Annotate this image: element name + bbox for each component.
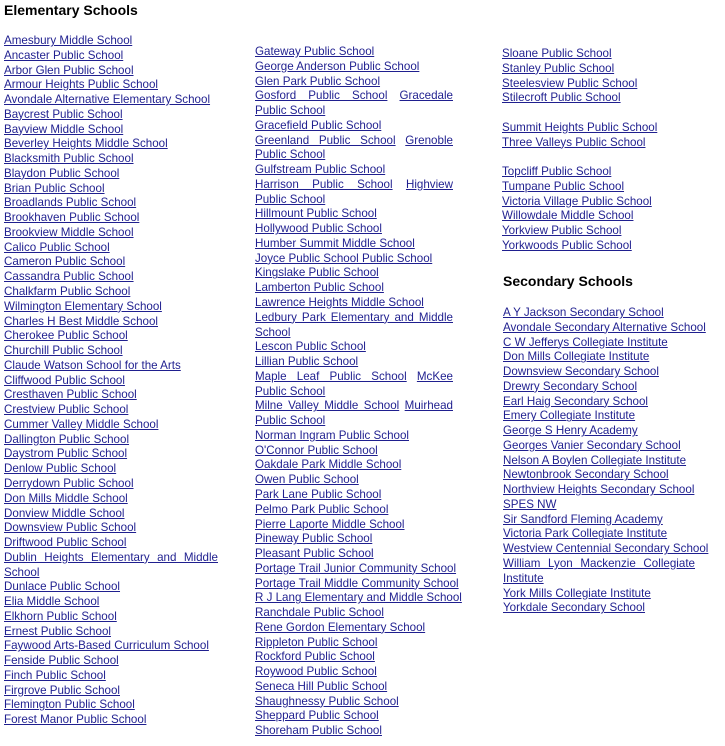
- school-link[interactable]: Donview Middle School: [4, 506, 125, 520]
- list-item: [255, 473, 453, 488]
- list-item: [4, 418, 218, 433]
- school-link[interactable]: Yorkview Public School: [502, 224, 622, 238]
- school-link[interactable]: Glen Park Public School: [255, 74, 381, 88]
- list-item: [255, 45, 453, 60]
- school-link[interactable]: Kingslake Public School: [255, 266, 379, 280]
- school-link[interactable]: Grenoble Public School: [255, 133, 453, 162]
- list-item: [502, 91, 702, 106]
- group-spacer: [502, 106, 702, 121]
- school-link[interactable]: Elkhorn Public School: [4, 609, 117, 623]
- school-link[interactable]: Elia Middle School: [4, 595, 100, 609]
- school-link[interactable]: Drewry Secondary School: [503, 379, 638, 393]
- elementary-column-2: [255, 45, 462, 739]
- list-item: [255, 591, 462, 606]
- list-item: [255, 252, 453, 267]
- school-link[interactable]: Blaydon Public School: [4, 166, 120, 180]
- school-link[interactable]: George Anderson Public School: [255, 59, 420, 73]
- list-item: [255, 444, 453, 459]
- list-item: [255, 281, 453, 296]
- school-link[interactable]: Flemington Public School: [4, 698, 135, 712]
- school-link[interactable]: Cassandra Public School: [4, 270, 134, 284]
- school-link[interactable]: Dublin Heights Elementary and Middle School: [4, 550, 218, 579]
- school-link[interactable]: Cliffwood Public School: [4, 373, 125, 387]
- school-link[interactable]: McKee Public School: [255, 369, 453, 398]
- list-item: [255, 518, 453, 533]
- list-item: [502, 121, 702, 136]
- school-link[interactable]: Yorkdale Secondary School: [503, 601, 646, 615]
- school-link[interactable]: Milne Valley Middle School: [255, 399, 400, 413]
- school-link[interactable]: Avondale Alternative Elementary School: [4, 93, 211, 107]
- list-item: [4, 713, 218, 728]
- school-link[interactable]: Claude Watson School for the Arts: [4, 358, 181, 372]
- school-link[interactable]: Topcliff Public School: [502, 165, 612, 179]
- school-link[interactable]: Arbor Glen Public School: [4, 63, 134, 77]
- school-link[interactable]: Steelesview Public School: [502, 76, 638, 90]
- school-link[interactable]: Lescon Public School: [255, 340, 366, 354]
- secondary-schools-list: [503, 306, 723, 616]
- list-item: [255, 636, 453, 651]
- school-link[interactable]: Pineway Public School: [255, 532, 373, 546]
- list-item: [502, 195, 702, 210]
- list-item: [4, 610, 218, 625]
- list-item: [255, 680, 453, 695]
- list-item: [4, 315, 218, 330]
- list-item: [255, 178, 453, 208]
- school-link[interactable]: Sloane Public School: [502, 47, 612, 60]
- school-link[interactable]: Cameron Public School: [4, 255, 126, 269]
- list-item: [503, 439, 723, 454]
- school-link[interactable]: Seneca Hill Public School: [255, 679, 388, 693]
- list-item: [502, 209, 702, 224]
- list-item: [502, 77, 702, 92]
- list-item: [4, 447, 218, 462]
- school-link[interactable]: Driftwood Public School: [4, 536, 127, 550]
- school-link[interactable]: Greenland Public School: [255, 133, 396, 147]
- list-item: [255, 429, 453, 444]
- list-item: [4, 344, 218, 359]
- school-link[interactable]: Denlow Public School: [4, 462, 117, 476]
- school-link[interactable]: Oakdale Park Middle School: [255, 458, 402, 472]
- school-link[interactable]: Brookview Middle School: [4, 225, 134, 239]
- school-link[interactable]: Downsview Secondary School: [503, 365, 659, 379]
- school-link[interactable]: Northview Heights Secondary School: [503, 483, 695, 497]
- school-link[interactable]: York Mills Collegiate Institute: [503, 586, 651, 600]
- list-item: [255, 695, 453, 710]
- list-item: [255, 561, 457, 577]
- list-item: [255, 207, 453, 222]
- school-link[interactable]: SPES NW: [503, 497, 557, 511]
- list-item: [255, 296, 453, 311]
- list-item: [4, 595, 218, 610]
- school-link[interactable]: Highview Public School: [255, 177, 453, 206]
- list-item: [503, 601, 723, 616]
- list-item: [4, 108, 218, 123]
- list-item: [255, 724, 453, 739]
- list-item: [4, 625, 218, 640]
- school-link[interactable]: Tumpane Public School: [502, 179, 625, 193]
- list-item: [4, 270, 218, 285]
- list-item: [4, 492, 218, 507]
- school-link[interactable]: Stilecroft Public School: [502, 91, 621, 105]
- school-link[interactable]: Ledbury Park Elementary and Middle School: [255, 310, 453, 339]
- list-item: [503, 365, 723, 380]
- list-item: [502, 136, 702, 151]
- secondary-schools-heading: Secondary Schools: [503, 273, 633, 289]
- school-link[interactable]: Rippleton Public School: [255, 635, 378, 649]
- school-link[interactable]: Rockford Public School: [255, 650, 375, 664]
- list-item: [503, 454, 723, 469]
- school-link[interactable]: Wilmington Elementary School: [4, 299, 162, 313]
- list-item: [255, 503, 453, 518]
- list-item: [4, 167, 218, 182]
- school-link[interactable]: Portage Trail Junior Community School: [255, 561, 457, 575]
- list-item: [4, 137, 218, 152]
- list-item: [255, 266, 453, 281]
- school-link[interactable]: Finch Public School: [4, 668, 106, 682]
- school-link[interactable]: Ranchdale Public School: [255, 606, 384, 620]
- school-link[interactable]: Charles H Best Middle School: [4, 314, 159, 328]
- school-link[interactable]: William Lyon Mackenzie Collegiate Institute: [503, 557, 695, 585]
- school-link[interactable]: Nelson A Boylen Collegiate Institute: [503, 453, 687, 467]
- school-link[interactable]: Cummer Valley Middle School: [4, 417, 159, 431]
- list-item: [4, 521, 218, 536]
- list-item: [255, 532, 453, 547]
- school-link[interactable]: Owen Public School: [255, 473, 359, 487]
- school-link[interactable]: Muirhead Public School: [255, 399, 453, 428]
- list-item: [4, 255, 218, 270]
- list-item: [4, 78, 218, 93]
- list-item: [4, 182, 218, 197]
- list-item: [503, 424, 723, 439]
- list-item: [255, 355, 453, 370]
- list-item: [503, 306, 723, 321]
- list-item: [255, 89, 453, 119]
- school-link[interactable]: Pelmo Park Public School: [255, 502, 389, 516]
- school-link[interactable]: C W Jefferys Collegiate Institute: [503, 335, 668, 349]
- list-item: [255, 665, 453, 680]
- list-item: [4, 388, 218, 403]
- school-link[interactable]: Joyce Public School Public School: [255, 251, 433, 265]
- list-item: [4, 49, 218, 64]
- school-link[interactable]: Derrydown Public School: [4, 476, 134, 490]
- school-link[interactable]: O'Connor Public School: [255, 443, 378, 457]
- school-link[interactable]: Amesbury Middle School: [4, 34, 133, 47]
- school-link[interactable]: George S Henry Academy: [503, 424, 638, 438]
- school-link[interactable]: Newtonbrook Secondary School: [503, 468, 669, 482]
- list-item: [4, 507, 218, 522]
- list-item: [255, 237, 453, 252]
- school-link[interactable]: Yorkwoods Public School: [502, 238, 632, 252]
- school-link[interactable]: Earl Haig Secondary School: [503, 394, 649, 408]
- school-link[interactable]: Harrison Public School: [255, 177, 393, 191]
- list-item: [4, 654, 218, 669]
- school-link[interactable]: Hillmount Public School: [255, 207, 377, 221]
- school-link[interactable]: Georges Vanier Secondary School: [503, 438, 681, 452]
- school-link[interactable]: Gracedale Public School: [255, 89, 453, 118]
- list-item: [255, 621, 453, 636]
- school-link[interactable]: Three Valleys Public School: [502, 135, 646, 149]
- list-item: [4, 639, 218, 654]
- list-item: [4, 34, 218, 49]
- list-item: [503, 395, 723, 410]
- list-item: [502, 180, 702, 195]
- list-item: [4, 684, 218, 699]
- list-item: [503, 350, 723, 365]
- school-link[interactable]: Hollywood Public School: [255, 222, 382, 236]
- list-item: [4, 329, 218, 344]
- school-link[interactable]: Baycrest Public School: [4, 107, 123, 121]
- school-link[interactable]: Pierre Laporte Middle School: [255, 517, 405, 531]
- school-link[interactable]: Lillian Public School: [255, 355, 359, 369]
- group-spacer: [502, 150, 702, 165]
- school-link[interactable]: Summit Heights Public School: [502, 120, 658, 134]
- school-link[interactable]: Victoria Village Public School: [502, 194, 652, 208]
- list-item: [4, 359, 218, 374]
- list-item: [255, 709, 453, 724]
- list-item: [502, 47, 702, 62]
- list-item: [255, 163, 453, 178]
- elementary-schools-heading: Elementary Schools: [4, 2, 138, 18]
- list-item: [4, 226, 218, 241]
- school-link[interactable]: Churchill Public School: [4, 344, 123, 358]
- list-item: [255, 547, 453, 562]
- school-link[interactable]: Don Mills Middle School: [4, 491, 128, 505]
- list-item: [255, 60, 453, 75]
- school-link[interactable]: Firgrove Public School: [4, 683, 120, 697]
- list-item: [503, 409, 723, 424]
- school-link[interactable]: Stanley Public School: [502, 61, 615, 75]
- list-item: [255, 458, 453, 473]
- school-link[interactable]: Pleasant Public School: [255, 547, 374, 561]
- list-item: [255, 650, 453, 665]
- list-item: [503, 321, 723, 336]
- list-item: [4, 536, 218, 551]
- school-link[interactable]: Ancaster Public School: [4, 48, 124, 62]
- list-item: [255, 576, 459, 592]
- school-link[interactable]: Cherokee Public School: [4, 329, 128, 343]
- list-item: [4, 462, 218, 477]
- school-link[interactable]: Avondale Secondary Alternative School: [503, 320, 706, 334]
- list-item: [4, 433, 218, 448]
- school-link[interactable]: Fenside Public School: [4, 654, 119, 668]
- list-item: [255, 119, 453, 134]
- school-link[interactable]: Victoria Park Collegiate Institute: [503, 527, 668, 541]
- school-link[interactable]: R J Lang Elementary and Middle School: [255, 591, 462, 605]
- school-link[interactable]: Sir Sandford Fleming Academy: [503, 512, 663, 526]
- list-item: [4, 64, 218, 79]
- elementary-column-1: [4, 34, 218, 728]
- list-item: [503, 468, 723, 483]
- list-item: [255, 75, 453, 90]
- school-link[interactable]: Cresthaven Public School: [4, 388, 137, 402]
- school-link[interactable]: Gosford Public School: [255, 89, 388, 103]
- list-item: [4, 551, 218, 581]
- list-item: [255, 222, 453, 237]
- list-item: [503, 336, 723, 351]
- list-item: [502, 239, 702, 254]
- list-item: [503, 587, 723, 602]
- list-item: [503, 527, 723, 542]
- list-item: [4, 669, 218, 684]
- school-link[interactable]: Willowdale Middle School: [502, 209, 634, 223]
- list-item: [4, 698, 218, 713]
- school-link[interactable]: Chalkfarm Public School: [4, 285, 131, 299]
- list-item: [4, 580, 218, 595]
- list-item: [502, 62, 702, 77]
- list-item: [4, 285, 218, 300]
- school-link[interactable]: Forest Manor Public School: [4, 713, 147, 727]
- school-link[interactable]: Lamberton Public School: [255, 281, 384, 295]
- school-link[interactable]: Lawrence Heights Middle School: [255, 296, 424, 310]
- school-link[interactable]: Crestview Public School: [4, 403, 129, 417]
- school-link[interactable]: A Y Jackson Secondary School: [503, 306, 664, 319]
- school-link[interactable]: Gulfstream Public School: [255, 163, 386, 177]
- list-item: [4, 241, 218, 256]
- list-item: [4, 196, 218, 211]
- list-item: [502, 165, 702, 180]
- school-link[interactable]: Park Lane Public School: [255, 487, 382, 501]
- list-item: [4, 477, 218, 492]
- school-link[interactable]: Rene Gordon Elementary School: [255, 620, 426, 634]
- list-item: [255, 488, 453, 503]
- school-link[interactable]: Gracefield Public School: [255, 118, 382, 132]
- school-link[interactable]: Armour Heights Public School: [4, 78, 159, 92]
- list-item: [503, 557, 695, 587]
- list-item: [502, 224, 702, 239]
- school-link[interactable]: Gateway Public School: [255, 45, 375, 58]
- school-link[interactable]: Brian Public School: [4, 181, 105, 195]
- list-item: [4, 93, 218, 108]
- list-item: [4, 211, 218, 226]
- school-link[interactable]: Dallington Public School: [4, 432, 130, 446]
- school-link[interactable]: Downsview Public School: [4, 521, 137, 535]
- list-item: [503, 513, 723, 528]
- list-item: [255, 370, 453, 400]
- school-link[interactable]: Faywood Arts-Based Curriculum School: [4, 639, 209, 653]
- list-item: [4, 123, 218, 138]
- list-item: [503, 498, 723, 513]
- school-link[interactable]: Beverley Heights Middle School: [4, 137, 168, 151]
- list-item: [503, 483, 723, 498]
- list-item: [4, 300, 218, 315]
- school-link[interactable]: Westview Centennial Secondary School: [503, 542, 709, 556]
- school-link[interactable]: Portage Trail Middle Community School: [255, 576, 459, 590]
- school-link[interactable]: Don Mills Collegiate Institute: [503, 350, 650, 364]
- list-item: [503, 380, 723, 395]
- list-item: [255, 311, 453, 341]
- school-link[interactable]: Blacksmith Public School: [4, 152, 134, 166]
- school-link[interactable]: Shoreham Public School: [255, 724, 382, 738]
- list-item: [255, 606, 453, 621]
- school-link[interactable]: Norman Ingram Public School: [255, 428, 410, 442]
- list-item: [255, 134, 453, 164]
- list-item: [4, 403, 218, 418]
- school-link[interactable]: Dunlace Public School: [4, 580, 121, 594]
- list-item: [255, 340, 453, 355]
- school-link[interactable]: Emery Collegiate Institute: [503, 409, 636, 423]
- school-link[interactable]: Roywood Public School: [255, 665, 377, 679]
- school-link[interactable]: Calico Public School: [4, 240, 110, 254]
- school-link[interactable]: Sheppard Public School: [255, 709, 379, 723]
- school-link[interactable]: Daystrom Public School: [4, 447, 128, 461]
- list-item: [4, 374, 218, 389]
- school-link[interactable]: Bayview Middle School: [4, 122, 124, 136]
- list-item: [4, 152, 218, 167]
- school-link[interactable]: Brookhaven Public School: [4, 211, 140, 225]
- list-item: [503, 542, 723, 557]
- school-link[interactable]: Humber Summit Middle School: [255, 236, 415, 250]
- school-link[interactable]: Ernest Public School: [4, 624, 111, 638]
- school-link[interactable]: Maple Leaf Public School: [255, 369, 407, 383]
- elementary-column-3: [502, 47, 702, 254]
- school-link[interactable]: Shaughnessy Public School: [255, 694, 399, 708]
- school-link[interactable]: Broadlands Public School: [4, 196, 137, 210]
- list-item: [255, 399, 453, 429]
